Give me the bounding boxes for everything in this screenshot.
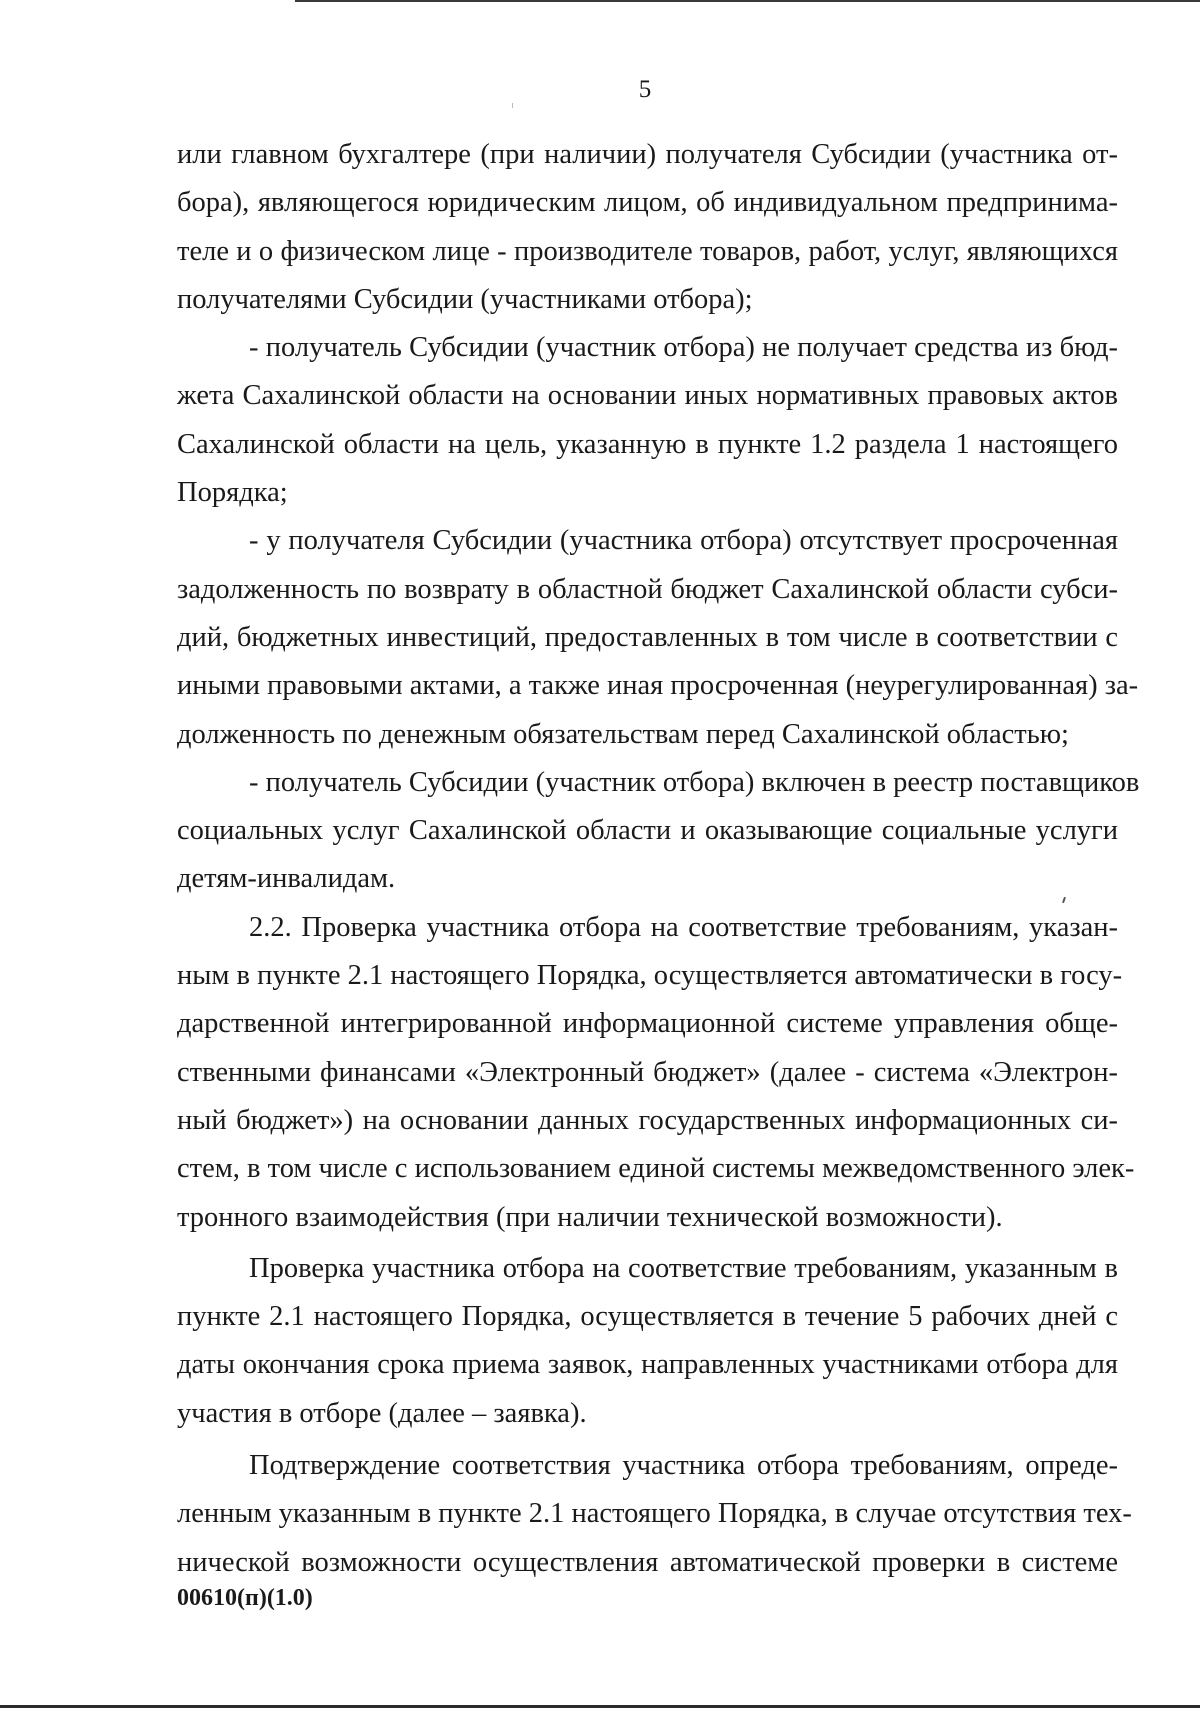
- text-line: долженность по денежным обязательствам перед Сахалинской областью;: [177, 718, 1069, 750]
- text-line: детям-инвалидам.: [177, 863, 396, 895]
- text-line: пункте 2.1 настоящего Порядка, осуществляется в течение 5 рабочих дней с: [177, 1301, 1118, 1333]
- text-line: - получатель Субсидии (участник отбора) не получает средства из бюд-: [249, 332, 1118, 364]
- text-line: стем, в том числе с использованием единой системы межведомственного элек-: [177, 1153, 1135, 1185]
- text-line: Проверка участника отбора на соответствие требованиям, указанным в: [249, 1252, 1118, 1284]
- scan-edge-bottom: [0, 1705, 1200, 1708]
- paragraph-p7: [177, 1442, 1132, 1587]
- page-number: 5: [638, 76, 652, 103]
- text-line: или главном бухгалтере (при наличии) получателя Субсидии (участника от-: [177, 139, 1118, 170]
- paragraph-p6: [177, 1245, 1118, 1438]
- text-line: ным в пункте 2.1 настоящего Порядка, осуществляется автоматически в госу-: [177, 960, 1123, 992]
- text-line: дий, бюджетных инвестиций, предоставленных в том числе в соответствии с: [177, 621, 1118, 653]
- text-line: даты окончания срока приема заявок, направленных участниками отбора для: [177, 1349, 1118, 1381]
- text-line: нической возможности осуществления автоматической проверки в системе: [177, 1546, 1118, 1578]
- document-code: 00610(п)(1.0): [177, 1585, 313, 1611]
- text-line: - получатель Субсидии (участник отбора) включен в реестр поставщиков: [249, 766, 1140, 798]
- text-line: теле и о физическом лице - производителе товаров, работ, услуг, являющихся: [177, 235, 1118, 267]
- paragraph-p5: [177, 904, 1135, 1242]
- text-line: Порядка;: [177, 477, 288, 509]
- text-line: получателями Субсидии (участниками отбора);: [177, 283, 753, 315]
- paragraph-p2: [177, 324, 1118, 517]
- text-line: ный бюджет») на основании данных государственных информационных си-: [177, 1104, 1118, 1136]
- text-line: бора), являющегося юридическим лицом, об индивидуальном предпринима-: [177, 187, 1118, 219]
- text-line: ственными финансами «Электронный бюджет» (далее - система «Электрон-: [177, 1056, 1118, 1088]
- text-line: Сахалинской области на цель, указанную в пункте 1.2 раздела 1 настоящего: [177, 428, 1118, 460]
- text-line: дарственной интегрированной информационной системе управления обще-: [177, 1008, 1118, 1040]
- paragraph-p3: [177, 517, 1139, 758]
- text-line: ленным указанным в пункте 2.1 настоящего Порядка, в случае отсутствия тех-: [177, 1498, 1132, 1530]
- paragraph-p1: [177, 131, 1118, 324]
- scan-edge-top: [295, 0, 1200, 2]
- text-line: жета Сахалинской области на основании иных нормативных правовых актов: [177, 380, 1118, 412]
- text-line: социальных услуг Сахалинской области и оказывающие социальные услуги: [177, 815, 1118, 847]
- text-line: задолженность по возврату в областной бюджет Сахалинской области субси-: [177, 573, 1118, 605]
- text-line: тронного взаимодействия (при наличии технической возможности).: [177, 1201, 1003, 1233]
- text-line: Подтверждение соответствия участника отбора требованиям, опреде-: [249, 1450, 1118, 1482]
- text-line: - у получателя Субсидии (участника отбора) отсутствует просроченная: [249, 525, 1118, 557]
- text-line: иными правовыми актами, а также иная просроченная (неурегулированная) за-: [177, 670, 1139, 702]
- document-body: [177, 131, 1140, 1587]
- text-line: участия в отборе (далее – заявка).: [177, 1397, 587, 1429]
- text-line: 2.2. Проверка участника отбора на соответствие требованиям, указан-: [249, 911, 1118, 943]
- paragraph-p4: [177, 759, 1140, 904]
